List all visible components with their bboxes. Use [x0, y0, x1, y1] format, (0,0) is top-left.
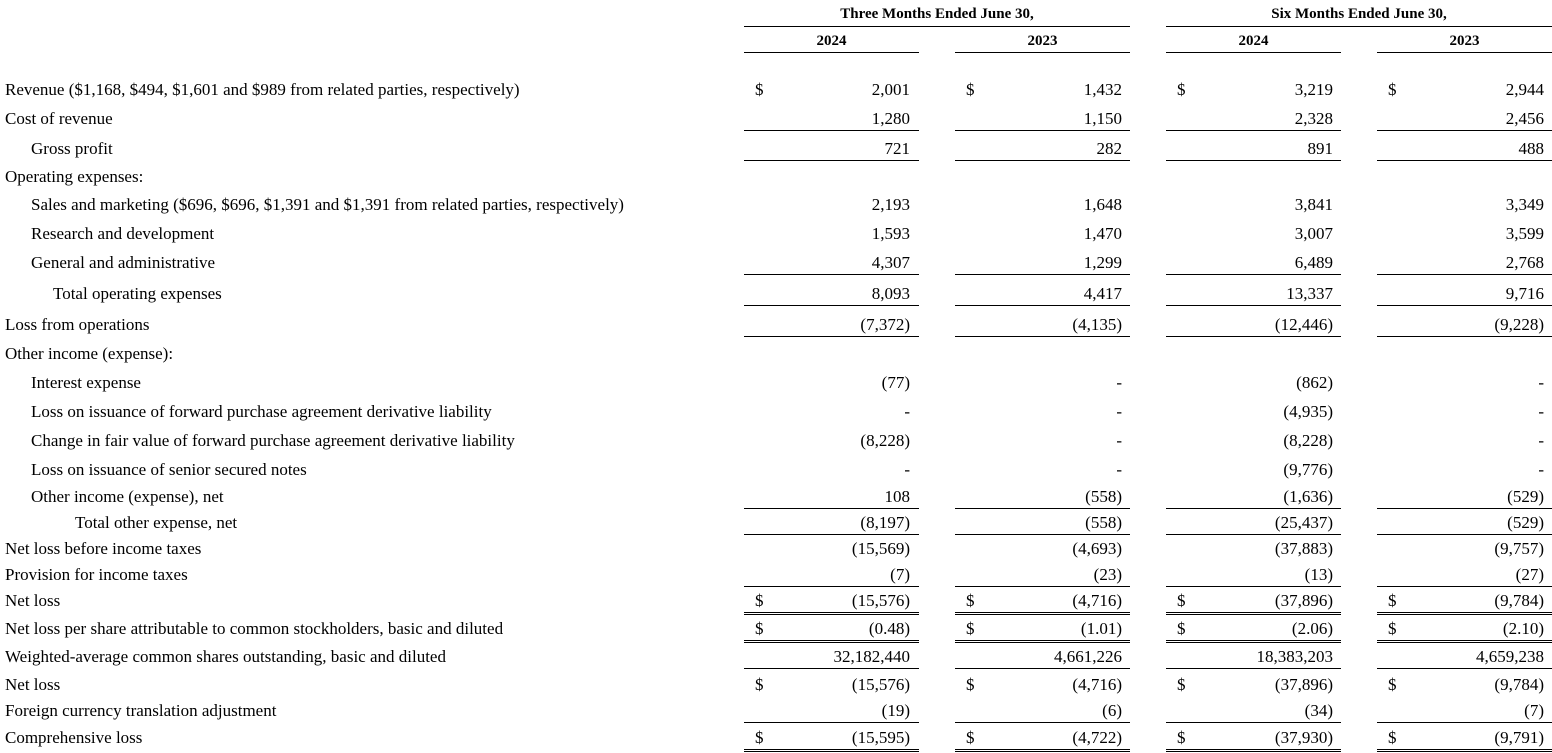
cell-value: (4,693) — [1072, 539, 1122, 558]
cell-value: 4,661,226 — [1054, 647, 1122, 666]
cell-value: (23) — [1093, 565, 1122, 584]
total-double-rule — [1166, 612, 1341, 615]
currency-symbol: $ — [1388, 619, 1397, 638]
subtotal-rule — [744, 160, 919, 161]
currency-symbol: $ — [1177, 728, 1186, 747]
subtotal-rule — [1377, 336, 1552, 337]
cell-value: 1,150 — [1083, 109, 1122, 128]
cell-value: (4,716) — [1072, 591, 1122, 610]
cell-value: (13) — [1304, 565, 1333, 584]
cell-value: 2,944 — [1505, 80, 1544, 99]
subtotal-rule — [955, 722, 1130, 723]
total-double-rule — [1377, 612, 1552, 615]
cell-value: - — [904, 460, 910, 479]
cell-value: (9,757) — [1494, 539, 1544, 558]
header-three-months: Three Months Ended June 30, — [840, 6, 1034, 22]
cell-value: (37,896) — [1274, 591, 1333, 610]
subtotal-rule — [1377, 586, 1552, 587]
total-double-rule — [1166, 640, 1341, 643]
currency-symbol: $ — [755, 80, 764, 99]
cell-value: (529) — [1507, 487, 1544, 506]
subtotal-rule — [1166, 305, 1341, 306]
currency-symbol: $ — [1177, 619, 1186, 638]
subtotal-rule — [955, 305, 1130, 306]
subtotal-rule — [955, 534, 1130, 535]
header-six-months: Six Months Ended June 30, — [1271, 6, 1447, 22]
header-year-rule — [744, 52, 919, 53]
header-year-rule — [955, 52, 1130, 53]
subtotal-rule — [1377, 130, 1552, 131]
cell-value: (8,228) — [1283, 431, 1333, 450]
row-label: Comprehensive loss — [5, 728, 143, 747]
header-year-rule — [1377, 52, 1552, 53]
cell-value: - — [1116, 373, 1122, 392]
row-label: Sales and marketing ($696, $696, $1,391 and $1,391 from related parties, respectively) — [31, 195, 624, 214]
cell-value: (2.06) — [1291, 619, 1333, 638]
subtotal-rule — [744, 722, 919, 723]
cell-value: (0.48) — [868, 619, 910, 638]
currency-symbol: $ — [1388, 591, 1397, 610]
row-label: Weighted-average common shares outstanding, basic and diluted — [5, 647, 446, 666]
cell-value: (9,228) — [1494, 315, 1544, 334]
cell-value: (25,437) — [1274, 513, 1333, 532]
cell-value: (27) — [1515, 565, 1544, 584]
cell-value: - — [1538, 431, 1544, 450]
cell-value: (8,228) — [860, 431, 910, 450]
currency-symbol: $ — [755, 728, 764, 747]
cell-value: (12,446) — [1274, 315, 1333, 334]
currency-symbol: $ — [966, 619, 975, 638]
subtotal-rule — [955, 508, 1130, 509]
row-label: Other income (expense), net — [31, 487, 224, 506]
cell-value: 282 — [1096, 139, 1122, 158]
row-label: Net loss — [5, 675, 61, 694]
cell-value: (9,776) — [1283, 460, 1333, 479]
header-year: 2023 — [1027, 33, 1058, 49]
cell-value: (15,576) — [851, 591, 910, 610]
cell-value: (37,896) — [1274, 675, 1333, 694]
cell-value: 1,593 — [871, 224, 910, 243]
cell-value: 1,299 — [1083, 253, 1122, 272]
cell-value: (34) — [1304, 701, 1333, 720]
total-double-rule — [1377, 749, 1552, 752]
cell-value: (558) — [1085, 513, 1122, 532]
currency-symbol: $ — [966, 591, 975, 610]
row-label: Gross profit — [31, 139, 113, 158]
subtotal-rule — [1166, 586, 1341, 587]
header-year: 2024 — [1238, 33, 1269, 49]
cell-value: 3,219 — [1294, 80, 1333, 99]
cell-value: (4,935) — [1283, 402, 1333, 421]
cell-value: 1,432 — [1083, 80, 1122, 99]
cell-value: (15,576) — [851, 675, 910, 694]
subtotal-rule — [1377, 274, 1552, 275]
cell-value: 2,328 — [1294, 109, 1333, 128]
cell-value: (8,197) — [860, 513, 910, 532]
currency-symbol: $ — [966, 728, 975, 747]
subtotal-rule — [1377, 668, 1552, 669]
cell-value: 8,093 — [871, 284, 910, 303]
subtotal-rule — [1377, 508, 1552, 509]
subtotal-rule — [1166, 722, 1341, 723]
cell-value: (862) — [1296, 373, 1333, 392]
cell-value: - — [1538, 460, 1544, 479]
row-label: Foreign currency translation adjustment — [5, 701, 277, 720]
cell-value: (529) — [1507, 513, 1544, 532]
cell-value: - — [1116, 460, 1122, 479]
cell-value: (7) — [1524, 701, 1544, 720]
cell-value: (7,372) — [860, 315, 910, 334]
subtotal-rule — [744, 336, 919, 337]
subtotal-rule — [744, 305, 919, 306]
cell-value: (1.01) — [1080, 619, 1122, 638]
subtotal-rule — [955, 130, 1130, 131]
cell-value: (6) — [1102, 701, 1122, 720]
total-double-rule — [1166, 749, 1341, 752]
subtotal-rule — [1166, 336, 1341, 337]
row-label: Total other expense, net — [75, 513, 238, 532]
currency-symbol: $ — [1177, 675, 1186, 694]
header-year: 2024 — [816, 33, 847, 49]
subtotal-rule — [955, 274, 1130, 275]
cell-value: (4,716) — [1072, 675, 1122, 694]
currency-symbol: $ — [1388, 80, 1397, 99]
cell-value: 891 — [1307, 139, 1333, 158]
header-year: 2023 — [1449, 33, 1480, 49]
cell-value: (9,784) — [1494, 591, 1544, 610]
cell-value: 108 — [884, 487, 910, 506]
subtotal-rule — [955, 586, 1130, 587]
cell-value: 1,280 — [871, 109, 910, 128]
currency-symbol: $ — [1177, 591, 1186, 610]
currency-symbol: $ — [1388, 675, 1397, 694]
subtotal-rule — [744, 668, 919, 669]
cell-value: 2,001 — [871, 80, 910, 99]
subtotal-rule — [1166, 508, 1341, 509]
cell-value: (7) — [890, 565, 910, 584]
cell-value: (2.10) — [1502, 619, 1544, 638]
cell-value: 13,337 — [1286, 284, 1333, 303]
cell-value: (4,135) — [1072, 315, 1122, 334]
cell-value: 721 — [884, 139, 910, 158]
total-double-rule — [955, 612, 1130, 615]
currency-symbol: $ — [1177, 80, 1186, 99]
cell-value: 6,489 — [1294, 253, 1333, 272]
currency-symbol: $ — [755, 591, 764, 610]
currency-symbol: $ — [755, 619, 764, 638]
cell-value: (15,569) — [851, 539, 910, 558]
cell-value: - — [1538, 373, 1544, 392]
subtotal-rule — [1377, 305, 1552, 306]
cell-value: 2,193 — [871, 195, 910, 214]
cell-value: 4,417 — [1083, 284, 1122, 303]
cell-value: (4,722) — [1072, 728, 1122, 747]
row-label: Operating expenses: — [5, 167, 144, 186]
cell-value: (37,930) — [1274, 728, 1333, 747]
subtotal-rule — [1377, 722, 1552, 723]
cell-value: (15,595) — [851, 728, 910, 747]
row-label: Revenue ($1,168, $494, $1,601 and $989 from related parties, respectively) — [5, 80, 520, 99]
currency-symbol: $ — [755, 675, 764, 694]
currency-symbol: $ — [1388, 728, 1397, 747]
cell-value: - — [1538, 402, 1544, 421]
cell-value: - — [1116, 431, 1122, 450]
cell-value: 2,456 — [1505, 109, 1544, 128]
header-year-rule — [1166, 52, 1341, 53]
cell-value: - — [904, 402, 910, 421]
total-double-rule — [744, 612, 919, 615]
subtotal-rule — [744, 130, 919, 131]
subtotal-rule — [1166, 160, 1341, 161]
row-label: Research and development — [31, 224, 215, 243]
row-label: Loss on issuance of forward purchase agreement derivative liability — [31, 402, 492, 421]
subtotal-rule — [744, 508, 919, 509]
cell-value: 4,659,238 — [1476, 647, 1544, 666]
subtotal-rule — [955, 160, 1130, 161]
cell-value: 1,470 — [1083, 224, 1122, 243]
subtotal-rule — [744, 586, 919, 587]
subtotal-rule — [1377, 160, 1552, 161]
subtotal-rule — [1166, 534, 1341, 535]
header-period-rule — [1166, 26, 1552, 27]
cell-value: 3,007 — [1294, 224, 1333, 243]
total-double-rule — [955, 749, 1130, 752]
row-label: Cost of revenue — [5, 109, 113, 128]
row-label: Net loss per share attributable to common stockholders, basic and diluted — [5, 619, 504, 638]
cell-value: 488 — [1518, 139, 1544, 158]
cell-value: 3,599 — [1505, 224, 1544, 243]
cell-value: 3,841 — [1294, 195, 1333, 214]
subtotal-rule — [1166, 274, 1341, 275]
row-label: Loss on issuance of senior secured notes — [31, 460, 307, 479]
header-period-rule — [744, 26, 1130, 27]
cell-value: (37,883) — [1274, 539, 1333, 558]
cell-value: 4,307 — [871, 253, 910, 272]
subtotal-rule — [744, 534, 919, 535]
cell-value: (1,636) — [1283, 487, 1333, 506]
row-label: Other income (expense): — [5, 344, 174, 363]
subtotal-rule — [955, 336, 1130, 337]
subtotal-rule — [1166, 130, 1341, 131]
cell-value: 3,349 — [1505, 195, 1544, 214]
row-label: Net loss before income taxes — [5, 539, 202, 558]
cell-value: (19) — [881, 701, 910, 720]
row-label: Total operating expenses — [53, 284, 222, 303]
cell-value: 9,716 — [1505, 284, 1544, 303]
currency-symbol: $ — [966, 675, 975, 694]
total-double-rule — [744, 640, 919, 643]
cell-value: 1,648 — [1083, 195, 1122, 214]
subtotal-rule — [744, 274, 919, 275]
total-double-rule — [955, 640, 1130, 643]
subtotal-rule — [955, 668, 1130, 669]
row-label: Change in fair value of forward purchase agreement derivative liability — [31, 431, 515, 450]
cell-value: - — [1116, 402, 1122, 421]
row-label: Loss from operations — [5, 315, 150, 334]
row-label: Interest expense — [31, 373, 141, 392]
row-label: Net loss — [5, 591, 61, 610]
cell-value: (9,791) — [1494, 728, 1544, 747]
row-label: Provision for income taxes — [5, 565, 188, 584]
cell-value: (9,784) — [1494, 675, 1544, 694]
cell-value: 32,182,440 — [833, 647, 910, 666]
currency-symbol: $ — [966, 80, 975, 99]
cell-value: 18,383,203 — [1256, 647, 1333, 666]
row-label: General and administrative — [31, 253, 216, 272]
subtotal-rule — [1166, 668, 1341, 669]
cell-value: 2,768 — [1505, 253, 1544, 272]
subtotal-rule — [1377, 534, 1552, 535]
cell-value: (558) — [1085, 487, 1122, 506]
total-double-rule — [1377, 640, 1552, 643]
cell-value: (77) — [881, 373, 910, 392]
total-double-rule — [744, 749, 919, 752]
